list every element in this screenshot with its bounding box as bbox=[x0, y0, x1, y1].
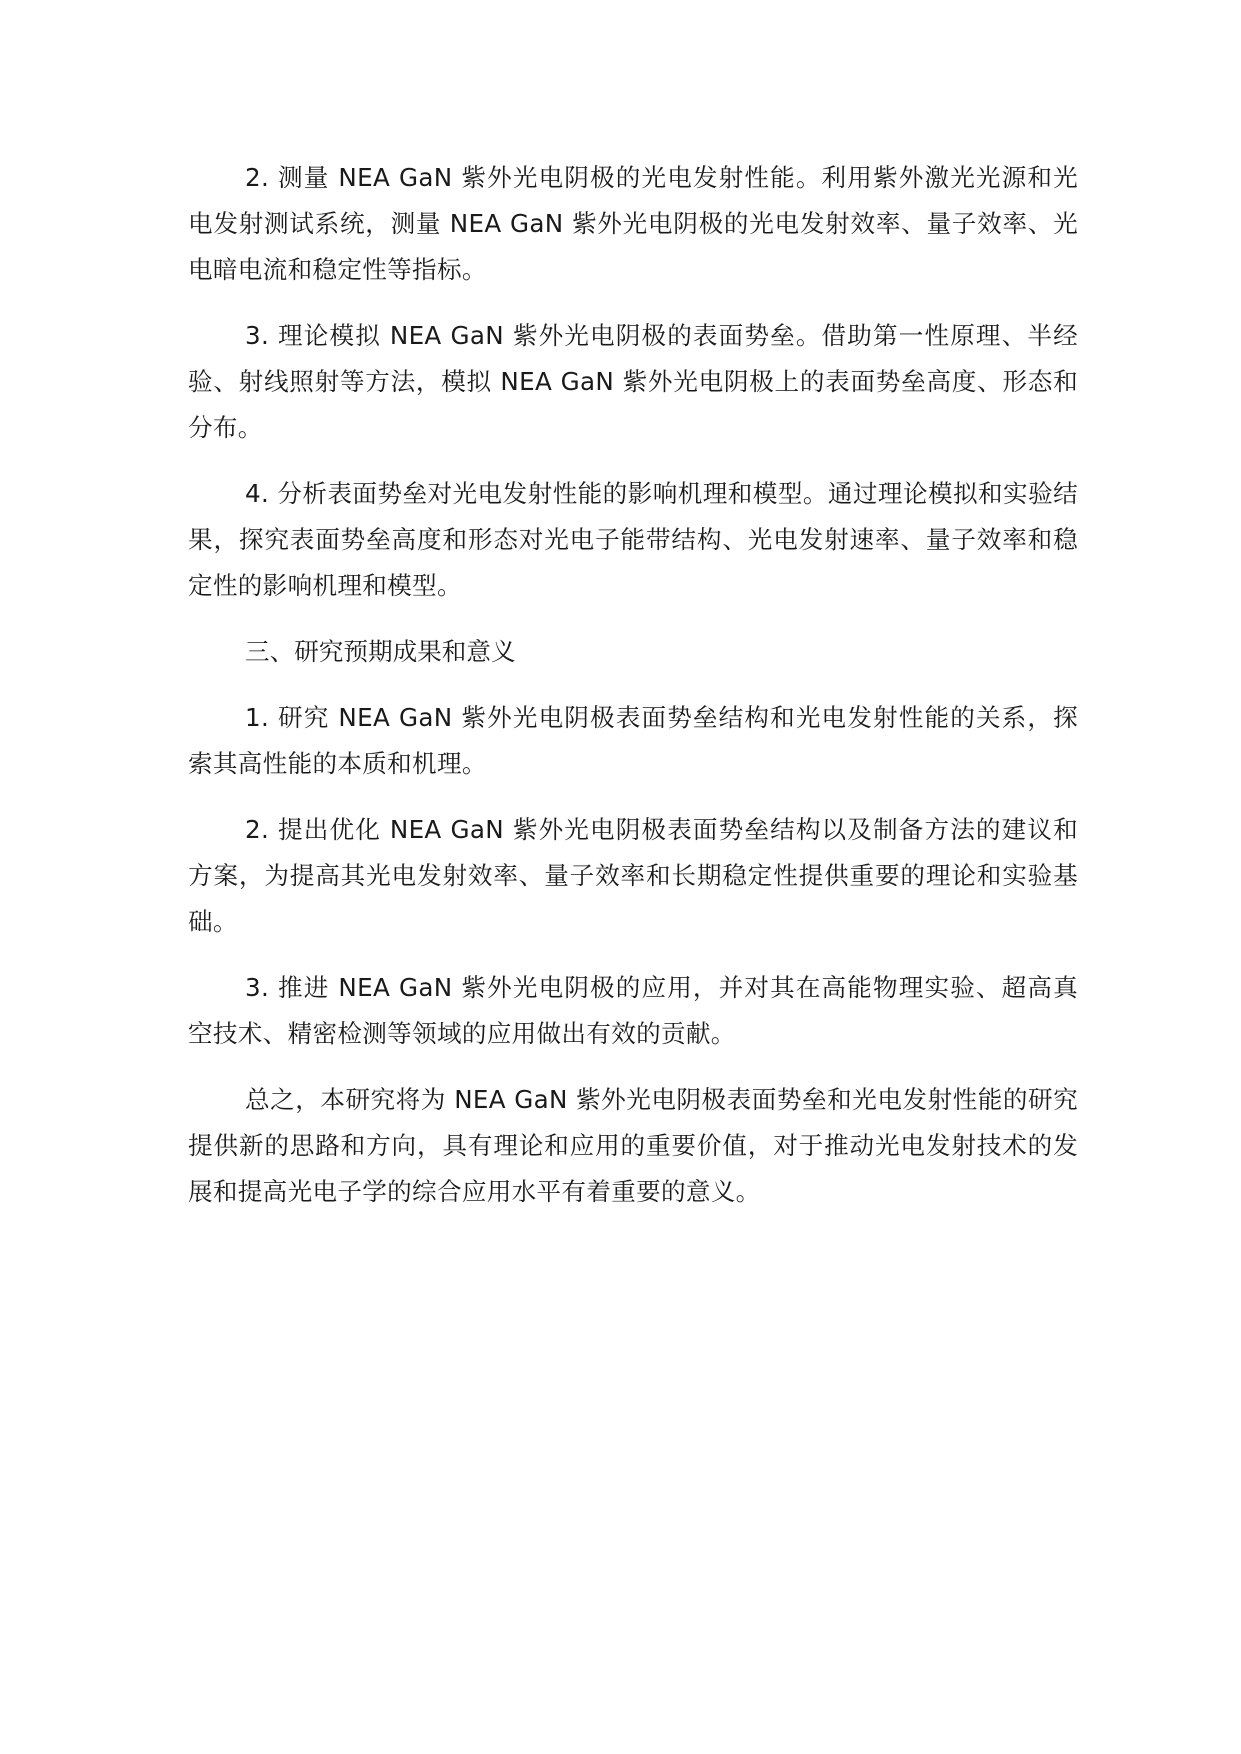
outcome-item-1: 1. 研究 NEA GaN 紫外光电阴极表面势垒结构和光电发射性能的关系，探索其高性能的本质和机理。 bbox=[188, 703, 1078, 778]
outcome-item-2: 2. 提出优化 NEA GaN 紫外光电阴极表面势垒结构以及制备方法的建议和方案，为提高其光电发射效率、量子效率和长期稳定性提供重要的理论和实验基础。 bbox=[188, 815, 1078, 936]
paragraph-measure-emission: 2. 测量 NEA GaN 紫外光电阴极的光电发射性能。利用紫外激光光源和光电发射测试系统，测量 NEA GaN 紫外光电阴极的光电发射效率、量子效率、光电暗电流和稳定性等指标。 bbox=[188, 163, 1078, 284]
outcome-item-3: 3. 推进 NEA GaN 紫外光电阴极的应用，并对其在高能物理实验、超高真空技术、精密检测等领域的应用做出有效的贡献。 bbox=[188, 973, 1078, 1048]
conclusion-paragraph: 总之，本研究将为 NEA GaN 紫外光电阴极表面势垒和光电发射性能的研究提供新的思路和方向，具有理论和应用的重要价值，对于推动光电发射技术的发展和提高光电子学的综合应用水平有着重要的意义。 bbox=[188, 1085, 1078, 1206]
section-heading: 三、研究预期成果和意义 bbox=[245, 637, 516, 666]
document-page bbox=[188, 155, 1078, 1235]
paragraph-analyze-mechanism: 4. 分析表面势垒对光电发射性能的影响机理和模型。通过理论模拟和实验结果，探究表面势垒高度和形态对光电子能带结构、光电发射速率、量子效率和稳定性的影响机理和模型。 bbox=[188, 479, 1078, 600]
paragraph-simulate-barrier: 3. 理论模拟 NEA GaN 紫外光电阴极的表面势垒。借助第一性原理、半经验、射线照射等方法，模拟 NEA GaN 紫外光电阴极上的表面势垒高度、形态和分布。 bbox=[188, 321, 1078, 442]
